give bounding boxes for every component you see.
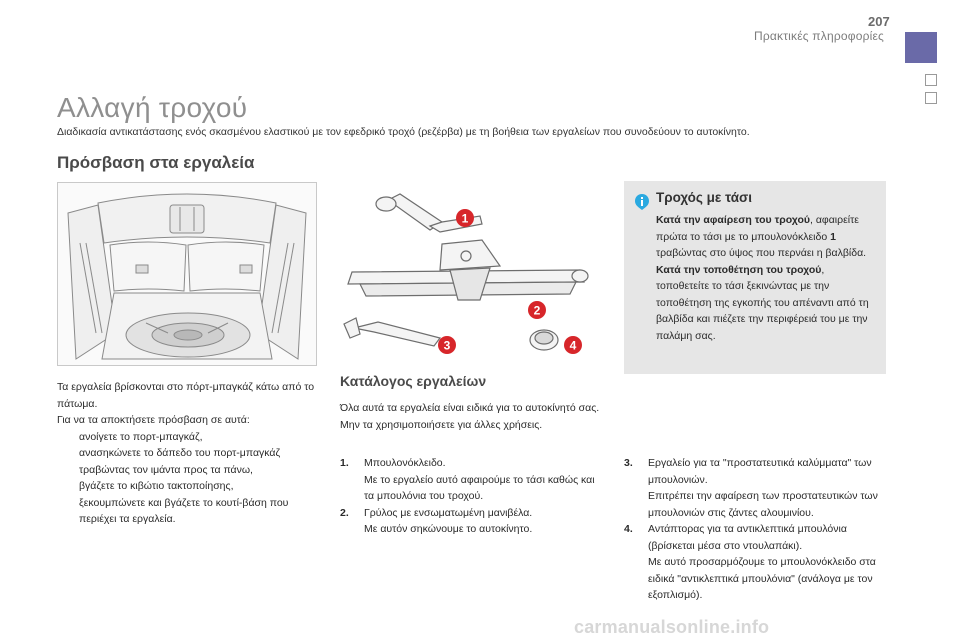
tools-list-heading: Κατάλογος εργαλείων: [340, 373, 487, 389]
removal-label: Κατά την αφαίρεση του τροχού: [656, 214, 810, 226]
access-instructions: [57, 379, 317, 528]
item-desc: Επιτρέπει την αφαίρεση των προστατευτικών των μπουλονιών στις ζάντες αλουμινίου.: [648, 490, 878, 519]
bullet-icon: [57, 478, 79, 495]
chapter-tab-active[interactable]: [905, 32, 937, 63]
removal-text-a: αφαιρείτε πρώτα το τάσι με το μπουλονόκλειδο: [656, 214, 859, 243]
chapter-tab[interactable]: [925, 92, 937, 104]
tools-drawing: [330, 182, 616, 364]
item-number: 1.: [340, 457, 349, 469]
access-paragraph-1: Τα εργαλεία βρίσκονται στο πόρτ-μπαγκάζ κάτω από το πάτωμα.: [57, 381, 315, 410]
item-desc: Με αυτόν σηκώνουμε το αυτοκίνητο.: [364, 523, 533, 535]
list-item: [57, 478, 317, 495]
item-title: Γρύλος με ενσωματωμένη μανιβέλα.: [364, 506, 533, 519]
bullet-icon: [57, 429, 79, 446]
removal-text-b: τραβώντας στο ύψος που περνάει η βαλβίδα.: [656, 247, 867, 259]
tools-intro: Όλα αυτά τα εργαλεία είναι ειδικά για το αυτοκίνητό σας. Μην τα χρησιμοποιήσετε για άλλες χρήσεις.: [340, 402, 600, 431]
item-number: 4.: [624, 523, 633, 535]
section-name: Πρακτικές πληροφορίες: [754, 29, 885, 43]
bullet-text: ανασηκώνετε το δάπεδο του πορτ-μπαγκάζ τραβώντας τον ιμάντα προς τα πάνω,: [79, 447, 281, 476]
tools-list-continued: [624, 455, 890, 604]
marker-3: 3: [443, 338, 451, 353]
item-title: Εργαλείο για τα "προστατευτικά καλύμματα" των μπουλονιών.: [648, 457, 872, 486]
list-item: [340, 455, 602, 505]
marker-1: 1: [461, 211, 469, 226]
removal-sep: ,: [810, 214, 813, 226]
bullet-text: ξεκουμπώνετε και βγάζετε το κουτί-βάση που περιέχει τα εργαλεία.: [79, 496, 289, 525]
tools-list: [340, 455, 602, 538]
list-item: [624, 455, 890, 521]
info-icon: [634, 193, 650, 211]
page-title: Αλλαγή τροχού: [57, 92, 248, 123]
trunk-drawing: [58, 183, 316, 365]
info-box: [624, 181, 886, 374]
tools-illustration: [330, 182, 616, 364]
item-title: Μπουλονόκλειδο.: [364, 457, 446, 469]
item-number: 2.: [340, 506, 349, 519]
fitting-sep: ,: [821, 263, 825, 276]
list-item: [624, 521, 890, 604]
list-item: [57, 495, 317, 528]
watermark: carmanualsonline.info: [574, 617, 770, 637]
item-number: 3.: [624, 457, 633, 469]
marker-2: 2: [533, 303, 541, 318]
list-item: [57, 445, 317, 478]
bullet-icon: [57, 495, 79, 528]
item-desc: Με αυτό προσαρμόζουμε το μπουλονόκλειδο στα ειδικά "αντικλεπτικά μπουλόνια" (ανάλογα με τον εξοπλισμό).: [648, 556, 876, 601]
page-subtitle: Διαδικασία αντικατάστασης ενός σκασμένου ελαστικού με τον εφεδρικό τροχό (ρεζέρβα) με τη βοήθεια των εργαλείων που συνοδεύουν το αυτοκίνητο.: [57, 126, 750, 138]
fitting-label: Κατά την τοποθέτηση του τροχού: [656, 263, 822, 276]
info-body: [656, 212, 878, 344]
chapter-tab[interactable]: [925, 74, 937, 86]
fitting-text: τοποθετείτε το τάσι ξεκινώντας με την τοποθέτηση της εγκοπής του απέναντι από τη βαλβίδα και πιέζετε την περιφέρειά του με την παλάμη σας.: [656, 280, 869, 342]
list-item: [340, 505, 602, 538]
trunk-illustration: [57, 182, 317, 366]
item-title: Αντάπτορας για τα αντικλεπτικά μπουλόνια (βρίσκεται μέσα στο ντουλαπάκι).: [648, 523, 847, 552]
access-paragraph-2: Για να τα αποκτήσετε πρόσβαση σε αυτά:: [57, 414, 250, 426]
bullet-text: βγάζετε το κιβώτιο τακτοποίησης,: [79, 480, 234, 492]
bullet-icon: [57, 445, 79, 478]
info-title: Τροχός με τάσι: [656, 190, 753, 205]
bullet-text: ανοίγετε το πορτ-μπαγκάζ,: [79, 430, 203, 443]
section-heading: Πρόσβαση στα εργαλεία: [57, 153, 255, 172]
removal-num: 1: [830, 230, 836, 243]
page-number: 207: [868, 14, 890, 29]
item-desc: Με το εργαλείο αυτό αφαιρούμε το τάσι καθώς και τα μπουλόνια του τροχού.: [364, 473, 595, 502]
list-item: [57, 429, 317, 446]
marker-4: 4: [569, 338, 577, 353]
